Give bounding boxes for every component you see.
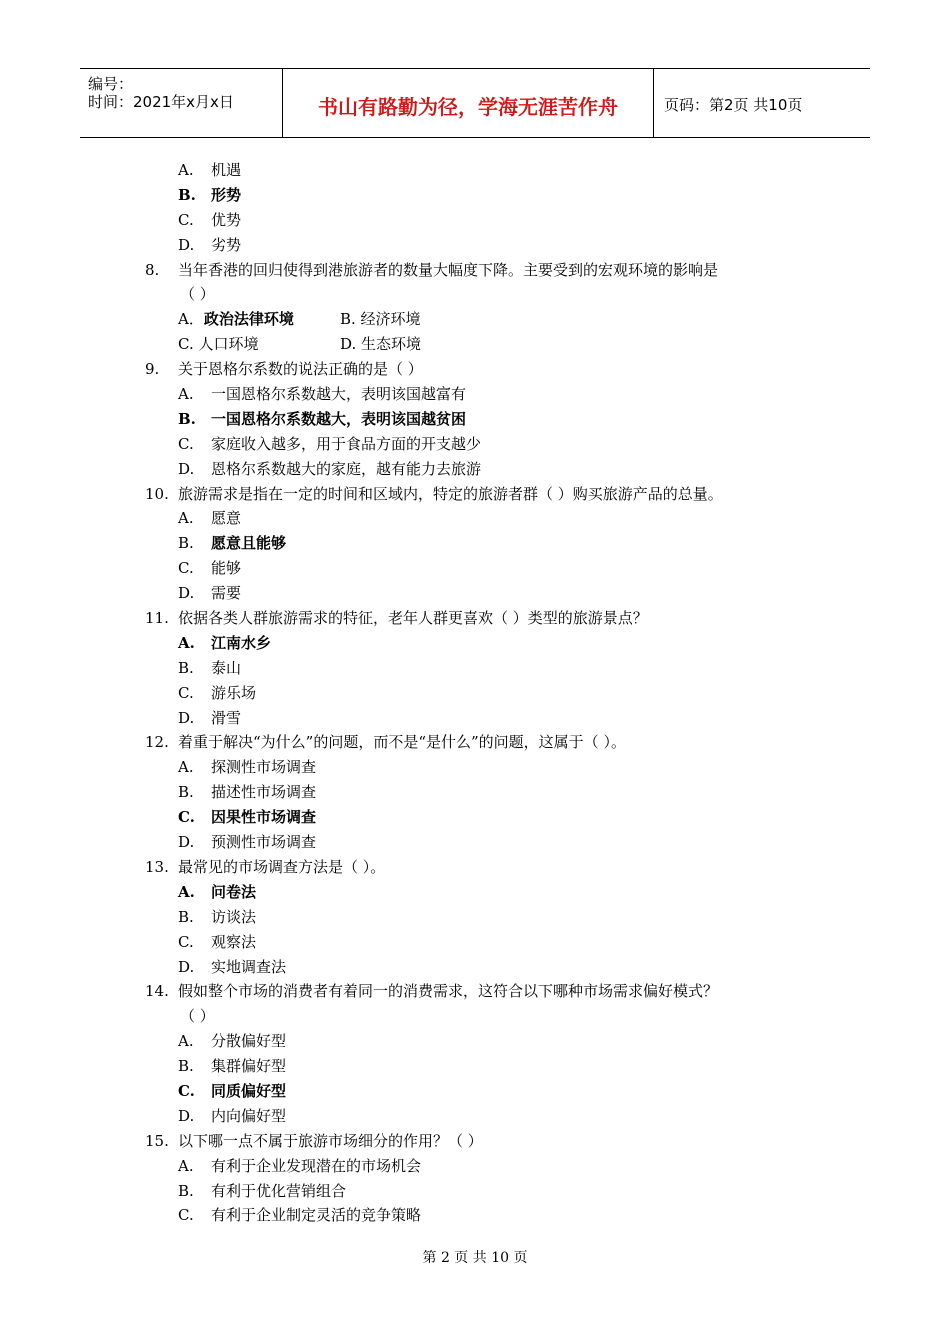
option-line xyxy=(0,1054,950,1079)
option-letter: C. xyxy=(178,683,194,702)
question-number: 12. xyxy=(145,733,169,752)
question-text: 当年香港的回归使得到港旅游者的数量大幅度下降。主要受到的宏观环境的影响是 xyxy=(178,260,719,279)
question-continuation xyxy=(0,282,950,307)
option-line xyxy=(0,382,950,407)
option-letter: D. xyxy=(178,833,195,852)
option-text: 恩格尔系数越大的家庭，越有能力去旅游 xyxy=(211,459,482,478)
option-text: 滑雪 xyxy=(211,708,242,727)
option-line xyxy=(0,531,950,556)
option-text: 实地调查法 xyxy=(211,957,287,976)
option-line xyxy=(0,581,950,606)
option-letter: A. xyxy=(178,633,195,652)
option-text: 愿意且能够 xyxy=(211,534,287,553)
option-line xyxy=(0,905,950,930)
question-number: 13. xyxy=(145,857,169,876)
option-letter: D. xyxy=(178,584,195,603)
option-letter: A. xyxy=(178,1156,194,1175)
option-text: 机遇 xyxy=(211,161,242,179)
option-line xyxy=(0,158,950,183)
option-text: 政治法律环境 xyxy=(203,310,294,329)
motto: 书山有路勤为径，学海无涯苦作舟 xyxy=(318,95,618,119)
option-line xyxy=(0,656,950,681)
option-text: 劣势 xyxy=(211,235,242,254)
header-table xyxy=(80,68,870,138)
option-text: 集群偏好型 xyxy=(211,1057,287,1076)
question-list xyxy=(0,158,950,1228)
option-letter: B. xyxy=(178,409,196,428)
question-continuation xyxy=(0,1004,950,1029)
option-text: 有利于企业发现潜在的市场机会 xyxy=(211,1156,422,1175)
option-line xyxy=(0,1154,950,1179)
option-letter: B. xyxy=(178,185,196,204)
option-letter: A. xyxy=(178,509,194,528)
option-letter: D. xyxy=(178,459,195,478)
option-text: 观察法 xyxy=(211,932,257,951)
option-letter: C. xyxy=(178,434,194,453)
option-text: 有利于企业制定灵活的竞争策略 xyxy=(211,1206,422,1225)
question-number: 9. xyxy=(145,360,160,379)
option-letter: D. xyxy=(178,1106,195,1125)
option-text: 问卷法 xyxy=(211,882,257,901)
option-text: 形势 xyxy=(211,185,242,204)
option-letter: A. xyxy=(178,385,194,404)
option-line xyxy=(0,1079,950,1104)
option-text: 同质偏好型 xyxy=(211,1081,287,1100)
question-text: 依据各类人群旅游需求的特征，老年人群更喜欢（ ）类型的旅游景点？ xyxy=(178,609,648,628)
option-letter: B. xyxy=(178,783,194,802)
option-text: 需要 xyxy=(211,584,242,603)
option-b: B. 经济环境 xyxy=(340,310,421,329)
option-letter: C. xyxy=(178,1206,194,1225)
option-b: D. 生态环境 xyxy=(340,335,422,354)
option-letter: B. xyxy=(178,658,194,677)
option-text: 一国恩格尔系数越大，表明该国越贫困 xyxy=(211,409,467,428)
option-line xyxy=(0,755,950,780)
option-letter: C. xyxy=(178,808,195,827)
question-line xyxy=(0,482,950,507)
option-letter: B. xyxy=(178,1181,194,1200)
option-text: 预测性市场调查 xyxy=(211,833,317,852)
option-text: 访谈法 xyxy=(211,907,257,926)
option-line xyxy=(0,706,950,731)
option-text: 有利于优化营销组合 xyxy=(211,1181,347,1200)
option-letter: C. xyxy=(178,1081,195,1100)
option-text: 一国恩格尔系数越大，表明该国越富有 xyxy=(211,385,467,404)
option-letter: A. xyxy=(178,161,194,179)
header-cell-meta xyxy=(80,69,283,137)
option-letter: D. xyxy=(178,957,195,976)
option-text: 人口环境 xyxy=(198,335,259,354)
question-line xyxy=(0,1129,950,1154)
option-text: 分散偏好型 xyxy=(211,1032,287,1051)
question-line xyxy=(0,606,950,631)
option-letter: D. xyxy=(178,708,195,727)
page-footer: 第 2 页 共 10 页 xyxy=(422,1250,528,1266)
option-pair-line xyxy=(0,307,950,332)
option-letter: A. xyxy=(178,882,195,901)
option-letter: C. xyxy=(178,335,199,354)
option-text: 探测性市场调查 xyxy=(211,758,317,777)
question-line xyxy=(0,258,950,283)
option-line xyxy=(0,457,950,482)
question-line xyxy=(0,979,950,1004)
option-text: 家庭收入越多，用于食品方面的开支越少 xyxy=(211,434,482,453)
question-number: 8. xyxy=(145,260,160,279)
option-letter: C. xyxy=(178,559,194,578)
question-text: 以下哪一点不属于旅游市场细分的作用？（ ） xyxy=(178,1131,483,1150)
question-line xyxy=(0,730,950,755)
option-letter: A． xyxy=(178,310,204,329)
option-letter: A. xyxy=(178,1032,194,1051)
option-letter: D. xyxy=(178,235,195,254)
question-number: 15. xyxy=(145,1131,169,1150)
option-text: 描述性市场调查 xyxy=(211,783,317,802)
question-number: 14. xyxy=(145,982,169,1001)
option-text: 泰山 xyxy=(211,658,242,677)
option-line xyxy=(0,955,950,980)
option-pair-line xyxy=(0,332,950,357)
option-text: 因果性市场调查 xyxy=(211,808,317,827)
option-line xyxy=(0,681,950,706)
page-info: 页码：第2页 共10页 xyxy=(664,96,803,114)
question-text: 着重于解决“为什么”的问题，而不是“是什么”的问题，这属于（ ）。 xyxy=(178,733,626,752)
option-line xyxy=(0,407,950,432)
option-letter: C. xyxy=(178,932,194,951)
option-a xyxy=(178,307,294,332)
option-line xyxy=(0,1029,950,1054)
option-text: 愿意 xyxy=(211,509,242,528)
option-line xyxy=(0,432,950,457)
option-letter: B. xyxy=(178,907,194,926)
question-text: 旅游需求是指在一定的时间和区域内，特定的旅游者群（ ）购买旅游产品的总量。 xyxy=(178,484,723,503)
header-cell-motto xyxy=(283,69,654,137)
option-text: 能够 xyxy=(211,559,242,578)
question-blank: （ ） xyxy=(180,1007,215,1026)
time-label: 时间：2021年x月x日 xyxy=(88,93,234,111)
option-line xyxy=(0,880,950,905)
option-line xyxy=(0,233,950,258)
question-number: 11. xyxy=(145,609,169,628)
option-line xyxy=(0,805,950,830)
question-line xyxy=(0,357,950,382)
question-blank: （ ） xyxy=(180,285,215,304)
option-text: 江南水乡 xyxy=(211,633,272,652)
option-line xyxy=(0,780,950,805)
option-letter: B. xyxy=(178,534,194,553)
option-letter: C. xyxy=(178,210,194,229)
header-cell-page xyxy=(654,69,870,137)
option-line xyxy=(0,1203,950,1228)
option-line xyxy=(0,208,950,233)
number-label: 编号： xyxy=(88,75,134,93)
option-line xyxy=(0,1179,950,1204)
option-line xyxy=(0,1104,950,1129)
question-text: 最常见的市场调查方法是（ ）。 xyxy=(178,857,386,876)
option-line xyxy=(0,183,950,208)
option-a xyxy=(178,332,259,357)
option-line xyxy=(0,830,950,855)
question-line xyxy=(0,855,950,880)
option-line xyxy=(0,556,950,581)
option-text: 游乐场 xyxy=(211,683,257,702)
option-letter: B. xyxy=(178,1057,194,1076)
question-number: 10. xyxy=(145,484,169,503)
option-line xyxy=(0,930,950,955)
option-text: 内向偏好型 xyxy=(211,1106,287,1125)
question-text: 假如整个市场的消费者有着同一的消费需求，这符合以下哪种市场需求偏好模式？ xyxy=(178,982,719,1001)
option-letter: A. xyxy=(178,758,194,777)
option-text: 优势 xyxy=(211,210,242,229)
question-text: 关于恩格尔系数的说法正确的是（ ） xyxy=(178,360,423,379)
option-line xyxy=(0,631,950,656)
option-line xyxy=(0,506,950,531)
